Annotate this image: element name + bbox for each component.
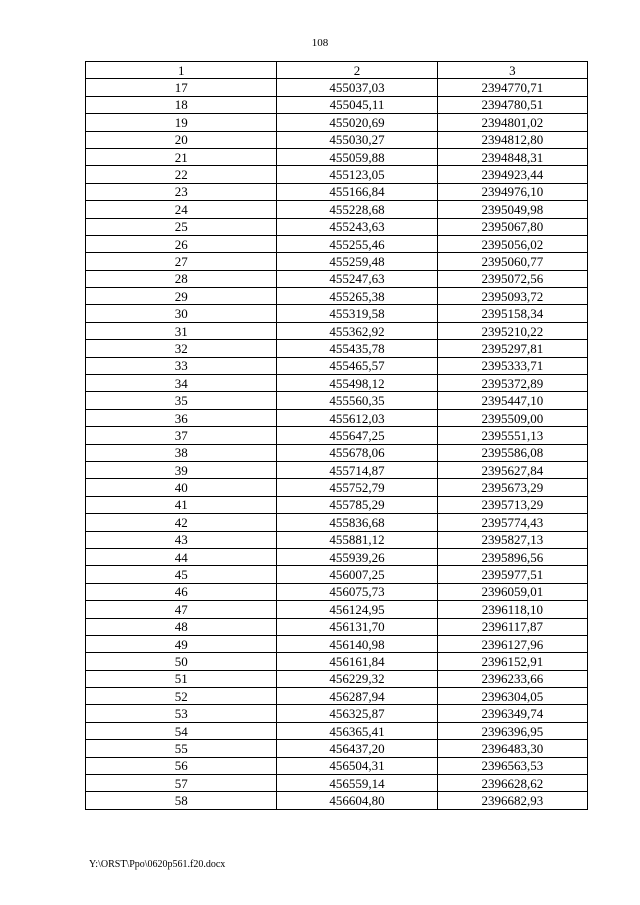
point-number-cell: 58 — [86, 792, 277, 809]
y-coordinate-cell: 2395673,29 — [437, 479, 587, 496]
point-number-cell: 21 — [86, 148, 277, 165]
x-coordinate-cell: 456007,25 — [277, 566, 437, 583]
point-number-cell: 37 — [86, 427, 277, 444]
table-row — [86, 305, 588, 322]
table-row — [86, 496, 588, 513]
point-number-cell: 19 — [86, 114, 277, 131]
x-coordinate-cell: 455030,27 — [277, 131, 437, 148]
y-coordinate-cell: 2394976,10 — [437, 183, 587, 200]
y-coordinate-cell: 2395210,22 — [437, 322, 587, 339]
point-number-cell: 24 — [86, 201, 277, 218]
x-coordinate-cell: 455647,25 — [277, 427, 437, 444]
table-row — [86, 253, 588, 270]
y-coordinate-cell: 2395774,43 — [437, 514, 587, 531]
table-row — [86, 427, 588, 444]
x-coordinate-cell: 455265,38 — [277, 288, 437, 305]
point-number-cell: 30 — [86, 305, 277, 322]
table-row — [86, 705, 588, 722]
y-coordinate-cell: 2395333,71 — [437, 357, 587, 374]
x-coordinate-cell: 455678,06 — [277, 444, 437, 461]
x-coordinate-cell: 455166,84 — [277, 183, 437, 200]
table-row — [86, 409, 588, 426]
point-number-cell: 33 — [86, 357, 277, 374]
point-number-cell: 57 — [86, 775, 277, 792]
point-number-cell: 39 — [86, 461, 277, 478]
x-coordinate-cell: 456504,31 — [277, 757, 437, 774]
point-number-cell: 32 — [86, 340, 277, 357]
x-coordinate-cell: 455059,88 — [277, 148, 437, 165]
table-body — [86, 79, 588, 809]
table-row — [86, 479, 588, 496]
x-coordinate-cell: 456559,14 — [277, 775, 437, 792]
y-coordinate-cell: 2396152,91 — [437, 653, 587, 670]
y-coordinate-cell: 2395049,98 — [437, 201, 587, 218]
x-coordinate-cell: 456365,41 — [277, 722, 437, 739]
table-row — [86, 148, 588, 165]
x-coordinate-cell: 456325,87 — [277, 705, 437, 722]
table-row — [86, 201, 588, 218]
table-row — [86, 757, 588, 774]
y-coordinate-cell: 2395093,72 — [437, 288, 587, 305]
table-row — [86, 218, 588, 235]
y-coordinate-cell: 2394923,44 — [437, 166, 587, 183]
x-coordinate-cell: 455243,63 — [277, 218, 437, 235]
table-row — [86, 288, 588, 305]
table-row — [86, 235, 588, 252]
point-number-cell: 48 — [86, 618, 277, 635]
table-row — [86, 79, 588, 96]
table-row — [86, 461, 588, 478]
point-number-cell: 38 — [86, 444, 277, 461]
x-coordinate-cell: 455259,48 — [277, 253, 437, 270]
point-number-cell: 44 — [86, 548, 277, 565]
y-coordinate-cell: 2396563,53 — [437, 757, 587, 774]
point-number-cell: 51 — [86, 670, 277, 687]
table-row — [86, 670, 588, 687]
y-coordinate-cell: 2394848,31 — [437, 148, 587, 165]
point-number-cell: 47 — [86, 601, 277, 618]
point-number-cell: 17 — [86, 79, 277, 96]
point-number-cell: 41 — [86, 496, 277, 513]
x-coordinate-cell: 455123,05 — [277, 166, 437, 183]
x-coordinate-cell: 455020,69 — [277, 114, 437, 131]
table-row — [86, 131, 588, 148]
x-coordinate-cell: 455037,03 — [277, 79, 437, 96]
file-path-footer: Y:\ORST\Ppo\0620p561.f20.docx — [89, 859, 226, 870]
y-coordinate-cell: 2396396,95 — [437, 722, 587, 739]
table-row — [86, 114, 588, 131]
x-coordinate-cell: 455045,11 — [277, 96, 437, 113]
y-coordinate-cell: 2396682,93 — [437, 792, 587, 809]
x-coordinate-cell: 456124,95 — [277, 601, 437, 618]
page-number: 108 — [311, 37, 329, 49]
x-coordinate-cell: 456437,20 — [277, 740, 437, 757]
y-coordinate-cell: 2395627,84 — [437, 461, 587, 478]
y-coordinate-cell: 2395713,29 — [437, 496, 587, 513]
x-coordinate-cell: 456131,70 — [277, 618, 437, 635]
y-coordinate-cell: 2395056,02 — [437, 235, 587, 252]
y-coordinate-cell: 2395060,77 — [437, 253, 587, 270]
point-number-cell: 42 — [86, 514, 277, 531]
x-coordinate-cell: 455255,46 — [277, 235, 437, 252]
table-row — [86, 653, 588, 670]
table-row — [86, 531, 588, 548]
table-row — [86, 444, 588, 461]
point-number-cell: 50 — [86, 653, 277, 670]
y-coordinate-cell: 2394770,71 — [437, 79, 587, 96]
table-row — [86, 740, 588, 757]
table-row — [86, 166, 588, 183]
y-coordinate-cell: 2395586,08 — [437, 444, 587, 461]
point-number-cell: 54 — [86, 722, 277, 739]
table-row — [86, 775, 588, 792]
x-coordinate-cell: 455560,35 — [277, 392, 437, 409]
y-coordinate-cell: 2395447,10 — [437, 392, 587, 409]
x-coordinate-cell: 455498,12 — [277, 375, 437, 392]
table-row — [86, 618, 588, 635]
x-coordinate-cell: 456287,94 — [277, 688, 437, 705]
column-header: 1 — [86, 62, 277, 79]
table-row — [86, 340, 588, 357]
x-coordinate-cell: 455465,57 — [277, 357, 437, 374]
table-row — [86, 688, 588, 705]
table-row — [86, 322, 588, 339]
y-coordinate-cell: 2396483,30 — [437, 740, 587, 757]
table-row — [86, 514, 588, 531]
table-row — [86, 270, 588, 287]
y-coordinate-cell: 2396127,96 — [437, 635, 587, 652]
point-number-cell: 26 — [86, 235, 277, 252]
y-coordinate-cell: 2395072,56 — [437, 270, 587, 287]
point-number-cell: 56 — [86, 757, 277, 774]
point-number-cell: 55 — [86, 740, 277, 757]
table-row — [86, 792, 588, 809]
table-row — [86, 722, 588, 739]
x-coordinate-cell: 456140,98 — [277, 635, 437, 652]
point-number-cell: 45 — [86, 566, 277, 583]
x-coordinate-cell: 456161,84 — [277, 653, 437, 670]
y-coordinate-cell: 2395158,34 — [437, 305, 587, 322]
point-number-cell: 31 — [86, 322, 277, 339]
y-coordinate-cell: 2395977,51 — [437, 566, 587, 583]
point-number-cell: 27 — [86, 253, 277, 270]
table-header-row — [86, 62, 588, 79]
x-coordinate-cell: 455247,63 — [277, 270, 437, 287]
point-number-cell: 23 — [86, 183, 277, 200]
point-number-cell: 36 — [86, 409, 277, 426]
x-coordinate-cell: 455612,03 — [277, 409, 437, 426]
x-coordinate-cell: 455785,29 — [277, 496, 437, 513]
point-number-cell: 52 — [86, 688, 277, 705]
table-row — [86, 375, 588, 392]
x-coordinate-cell: 455752,79 — [277, 479, 437, 496]
x-coordinate-cell: 455836,68 — [277, 514, 437, 531]
x-coordinate-cell: 456075,73 — [277, 583, 437, 600]
table-row — [86, 96, 588, 113]
table-row — [86, 635, 588, 652]
point-number-cell: 35 — [86, 392, 277, 409]
point-number-cell: 40 — [86, 479, 277, 496]
x-coordinate-cell: 455939,26 — [277, 548, 437, 565]
y-coordinate-cell: 2395896,56 — [437, 548, 587, 565]
point-number-cell: 29 — [86, 288, 277, 305]
y-coordinate-cell: 2396118,10 — [437, 601, 587, 618]
x-coordinate-cell: 456229,32 — [277, 670, 437, 687]
y-coordinate-cell: 2395827,13 — [437, 531, 587, 548]
y-coordinate-cell: 2395067,80 — [437, 218, 587, 235]
x-coordinate-cell: 455714,87 — [277, 461, 437, 478]
point-number-cell: 49 — [86, 635, 277, 652]
point-number-cell: 46 — [86, 583, 277, 600]
coordinates-table — [85, 61, 588, 810]
table-row — [86, 566, 588, 583]
y-coordinate-cell: 2395509,00 — [437, 409, 587, 426]
table-row — [86, 357, 588, 374]
y-coordinate-cell: 2395372,89 — [437, 375, 587, 392]
y-coordinate-cell: 2396304,05 — [437, 688, 587, 705]
column-header: 3 — [437, 62, 587, 79]
y-coordinate-cell: 2396628,62 — [437, 775, 587, 792]
table-row — [86, 183, 588, 200]
x-coordinate-cell: 455319,58 — [277, 305, 437, 322]
table-row — [86, 548, 588, 565]
x-coordinate-cell: 456604,80 — [277, 792, 437, 809]
x-coordinate-cell: 455362,92 — [277, 322, 437, 339]
y-coordinate-cell: 2396233,66 — [437, 670, 587, 687]
y-coordinate-cell: 2394780,51 — [437, 96, 587, 113]
y-coordinate-cell: 2394812,80 — [437, 131, 587, 148]
y-coordinate-cell: 2396349,74 — [437, 705, 587, 722]
point-number-cell: 28 — [86, 270, 277, 287]
table-row — [86, 601, 588, 618]
point-number-cell: 53 — [86, 705, 277, 722]
point-number-cell: 22 — [86, 166, 277, 183]
y-coordinate-cell: 2395297,81 — [437, 340, 587, 357]
point-number-cell: 34 — [86, 375, 277, 392]
table-row — [86, 392, 588, 409]
y-coordinate-cell: 2394801,02 — [437, 114, 587, 131]
y-coordinate-cell: 2395551,13 — [437, 427, 587, 444]
x-coordinate-cell: 455881,12 — [277, 531, 437, 548]
point-number-cell: 25 — [86, 218, 277, 235]
table-row — [86, 583, 588, 600]
column-header: 2 — [277, 62, 437, 79]
point-number-cell: 20 — [86, 131, 277, 148]
y-coordinate-cell: 2396059,01 — [437, 583, 587, 600]
y-coordinate-cell: 2396117,87 — [437, 618, 587, 635]
point-number-cell: 43 — [86, 531, 277, 548]
x-coordinate-cell: 455228,68 — [277, 201, 437, 218]
point-number-cell: 18 — [86, 96, 277, 113]
x-coordinate-cell: 455435,78 — [277, 340, 437, 357]
